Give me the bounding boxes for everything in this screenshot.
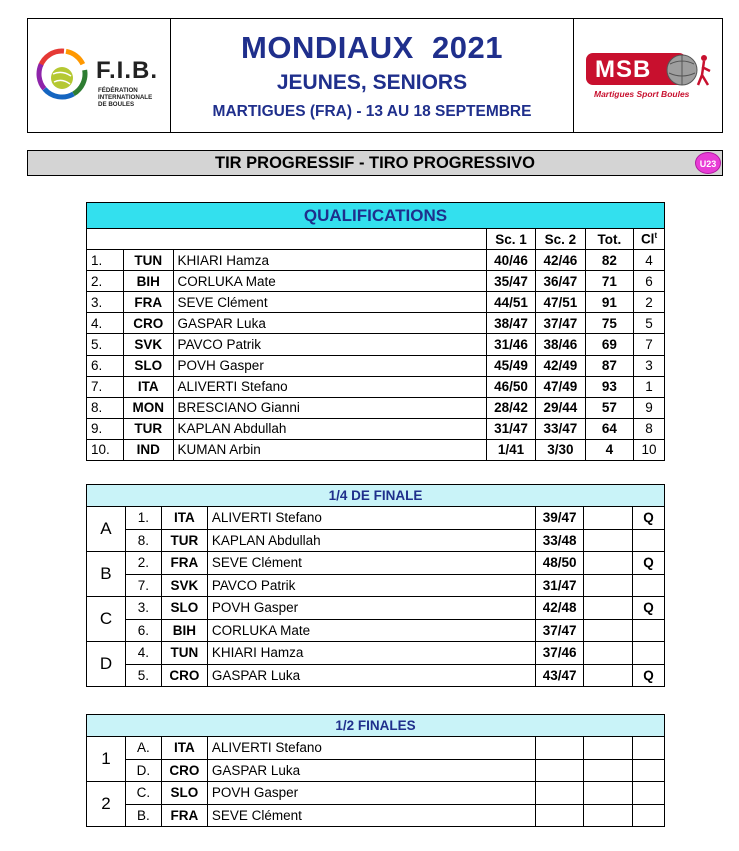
rank-cell: 8.: [87, 397, 124, 418]
total-cell: 64: [585, 418, 633, 439]
empty-cell: [584, 759, 633, 782]
player-name-cell: CORLUKA Mate: [207, 619, 535, 642]
classement-cell: 3: [634, 355, 665, 376]
classement-cell: 9: [634, 397, 665, 418]
qualified-cell: [632, 619, 664, 642]
player-name-cell: GASPAR Luka: [207, 664, 535, 687]
total-cell: 91: [585, 292, 633, 313]
score-cell: 43/47: [536, 664, 584, 687]
player-name-cell: POVH Gasper: [207, 597, 535, 620]
table-row: [87, 552, 665, 575]
qualified-cell: [632, 642, 664, 665]
qualified-cell: [633, 737, 665, 760]
score-2-cell: 36/47: [536, 271, 585, 292]
rank-cell: 2.: [87, 271, 124, 292]
seed-cell: 8.: [125, 529, 161, 552]
rank-cell: 10.: [87, 439, 124, 460]
score-cell: 37/46: [536, 642, 584, 665]
rank-cell: 5.: [87, 334, 124, 355]
table-row: [87, 250, 665, 271]
country-cell: TUN: [161, 642, 207, 665]
quarter-finals-table: [86, 484, 665, 687]
table-row: [87, 397, 665, 418]
match-label: C: [87, 597, 126, 642]
table-row: [87, 334, 665, 355]
column-header: Sc. 1: [486, 229, 535, 250]
country-cell: SVK: [161, 574, 207, 597]
table-row: [87, 313, 665, 334]
fib-emblem-icon: [36, 36, 88, 112]
quarter-finals-title: 1/4 DE FINALE: [87, 485, 665, 507]
score-1-cell: 35/47: [486, 271, 535, 292]
rank-cell: 6.: [87, 355, 124, 376]
country-cell: BIH: [124, 271, 173, 292]
player-name-cell: POVH Gasper: [207, 782, 535, 805]
qualified-cell: [633, 782, 665, 805]
classement-cell: 2: [634, 292, 665, 313]
score-2-cell: 47/49: [536, 376, 585, 397]
total-cell: 71: [585, 271, 633, 292]
seed-cell: A.: [125, 737, 161, 760]
page-subtitle: JEUNES, SENIORS: [276, 71, 468, 94]
msb-logo: [574, 19, 722, 132]
table-row: [87, 507, 665, 530]
player-name-cell: KAPLAN Abdullah: [207, 529, 535, 552]
empty-cell: [584, 664, 633, 687]
seed-cell: D.: [125, 759, 161, 782]
country-cell: TUN: [124, 250, 173, 271]
score-1-cell: 38/47: [486, 313, 535, 334]
country-cell: SLO: [161, 597, 207, 620]
table-row: [87, 804, 665, 827]
seed-cell: 5.: [125, 664, 161, 687]
country-cell: ITA: [161, 507, 207, 530]
table-header-row: [87, 229, 665, 250]
country-cell: TUR: [161, 529, 207, 552]
seed-cell: B.: [125, 804, 161, 827]
player-name-cell: KHIARI Hamza: [207, 642, 535, 665]
score-cell: 39/47: [536, 507, 584, 530]
total-cell: 69: [585, 334, 633, 355]
document-header: [27, 18, 723, 133]
player-name-cell: CORLUKA Mate: [173, 271, 486, 292]
table-row: [87, 376, 665, 397]
match-label: D: [87, 642, 126, 687]
player-name-cell: SEVE Clément: [207, 552, 535, 575]
score-2-cell: 33/47: [536, 418, 585, 439]
country-cell: ITA: [161, 737, 207, 760]
qualified-cell: [633, 759, 665, 782]
country-cell: CRO: [124, 313, 173, 334]
rank-cell: 4.: [87, 313, 124, 334]
score-cell: 33/48: [536, 529, 584, 552]
table-row: [87, 439, 665, 460]
table-row: [87, 642, 665, 665]
event-title-block: [171, 19, 574, 132]
score-1-cell: 44/51: [486, 292, 535, 313]
empty-cell: [584, 804, 633, 827]
player-name-cell: ALIVERTI Stefano: [173, 376, 486, 397]
classement-cell: 10: [634, 439, 665, 460]
rank-cell: 1.: [87, 250, 124, 271]
seed-cell: 3.: [125, 597, 161, 620]
score-1-cell: 28/42: [486, 397, 535, 418]
qualified-cell: [632, 529, 664, 552]
total-cell: 93: [585, 376, 633, 397]
score-cell: 31/47: [536, 574, 584, 597]
rank-cell: 9.: [87, 418, 124, 439]
score-cell: [536, 737, 584, 760]
total-cell: 75: [585, 313, 633, 334]
classement-cell: 5: [634, 313, 665, 334]
table-row: [87, 737, 665, 760]
score-2-cell: 3/30: [536, 439, 585, 460]
table-row: [87, 664, 665, 687]
msb-logo-subtext: Martigues Sport Boules: [594, 89, 690, 99]
match-label: A: [87, 507, 126, 552]
country-cell: SLO: [124, 355, 173, 376]
score-2-cell: 38/46: [536, 334, 585, 355]
empty-cell: [584, 529, 633, 552]
qualifications-title: QUALIFICATIONS: [87, 203, 665, 229]
player-name-cell: SEVE Clément: [207, 804, 535, 827]
country-cell: MON: [124, 397, 173, 418]
player-name-cell: PAVCO Patrik: [207, 574, 535, 597]
qualified-cell: [632, 574, 664, 597]
score-2-cell: 29/44: [536, 397, 585, 418]
country-cell: FRA: [161, 804, 207, 827]
seed-cell: 7.: [125, 574, 161, 597]
total-cell: 87: [585, 355, 633, 376]
score-1-cell: 31/46: [486, 334, 535, 355]
score-1-cell: 31/47: [486, 418, 535, 439]
page-title: MONDIAUX 2021: [241, 30, 503, 65]
rank-cell: 3.: [87, 292, 124, 313]
score-cell: 37/47: [536, 619, 584, 642]
semi-finals-title: 1/2 FINALES: [87, 715, 665, 737]
rank-cell: 7.: [87, 376, 124, 397]
country-cell: IND: [124, 439, 173, 460]
country-cell: FRA: [161, 552, 207, 575]
seed-cell: 4.: [125, 642, 161, 665]
score-cell: [536, 759, 584, 782]
column-header: Tot.: [585, 229, 633, 250]
empty-cell: [584, 782, 633, 805]
qualified-cell: [633, 804, 665, 827]
country-cell: ITA: [124, 376, 173, 397]
event-location: MARTIGUES (FRA) - 13 AU 18 SEPTEMBRE: [212, 103, 532, 120]
table-row: [87, 355, 665, 376]
player-name-cell: ALIVERTI Stefano: [207, 507, 535, 530]
table-row: [87, 782, 665, 805]
player-name-cell: KUMAN Arbin: [173, 439, 486, 460]
country-cell: CRO: [161, 664, 207, 687]
msb-logo-text: MSB: [595, 56, 652, 83]
country-cell: BIH: [161, 619, 207, 642]
player-name-cell: PAVCO Patrik: [173, 334, 486, 355]
seed-cell: 6.: [125, 619, 161, 642]
score-1-cell: 40/46: [486, 250, 535, 271]
match-label: B: [87, 552, 126, 597]
semi-finals-table: [86, 714, 665, 827]
empty-cell: [584, 597, 633, 620]
score-2-cell: 42/49: [536, 355, 585, 376]
score-2-cell: 47/51: [536, 292, 585, 313]
qualifications-table: [86, 202, 665, 461]
qualified-cell: Q: [632, 664, 664, 687]
total-cell: 4: [585, 439, 633, 460]
table-row: [87, 759, 665, 782]
empty-cell: [584, 619, 633, 642]
table-row: [87, 574, 665, 597]
score-cell: 42/48: [536, 597, 584, 620]
empty-cell: [584, 642, 633, 665]
country-cell: FRA: [124, 292, 173, 313]
score-2-cell: 42/46: [536, 250, 585, 271]
event-title: TIR PROGRESSIF - TIRO PROGRESSIVO: [27, 150, 723, 176]
classement-cell: 4: [634, 250, 665, 271]
country-cell: TUR: [124, 418, 173, 439]
table-row: [87, 597, 665, 620]
seed-cell: C.: [125, 782, 161, 805]
total-cell: 82: [585, 250, 633, 271]
player-name-cell: SEVE Clément: [173, 292, 486, 313]
player-name-cell: BRESCIANO Gianni: [173, 397, 486, 418]
table-row: [87, 271, 665, 292]
classement-cell: 8: [634, 418, 665, 439]
qualified-cell: Q: [632, 507, 664, 530]
classement-cell: 7: [634, 334, 665, 355]
player-name-cell: ALIVERTI Stefano: [207, 737, 535, 760]
player-name-cell: KAPLAN Abdullah: [173, 418, 486, 439]
fib-logo-text: F.I.B.: [96, 57, 159, 84]
score-2-cell: 37/47: [536, 313, 585, 334]
match-label: 1: [87, 737, 126, 782]
classement-cell: 1: [634, 376, 665, 397]
player-name-cell: GASPAR Luka: [207, 759, 535, 782]
score-1-cell: 46/50: [486, 376, 535, 397]
player-name-cell: GASPAR Luka: [173, 313, 486, 334]
player-name-cell: POVH Gasper: [173, 355, 486, 376]
table-row: [87, 619, 665, 642]
score-cell: 48/50: [536, 552, 584, 575]
table-row: [87, 292, 665, 313]
country-cell: SLO: [161, 782, 207, 805]
qualified-cell: Q: [632, 597, 664, 620]
empty-cell: [584, 574, 633, 597]
country-cell: CRO: [161, 759, 207, 782]
seed-cell: 2.: [125, 552, 161, 575]
qualified-cell: Q: [632, 552, 664, 575]
column-header: Sc. 2: [536, 229, 585, 250]
classement-cell: 6: [634, 271, 665, 292]
column-header: Cl$^t$: [634, 229, 665, 250]
match-label: 2: [87, 782, 126, 827]
player-name-cell: KHIARI Hamza: [173, 250, 486, 271]
u23-badge-right: U23: [695, 152, 721, 174]
score-cell: [536, 804, 584, 827]
total-cell: 57: [585, 397, 633, 418]
fib-logo-subtext: FÉDÉRATION INTERNATIONALE DE BOULES: [98, 87, 153, 109]
country-cell: SVK: [124, 334, 173, 355]
empty-cell: [584, 507, 633, 530]
seed-cell: 1.: [125, 507, 161, 530]
table-row: [87, 529, 665, 552]
empty-cell: [584, 552, 633, 575]
table-row: [87, 418, 665, 439]
fib-logo: [28, 19, 171, 132]
score-1-cell: 45/49: [486, 355, 535, 376]
score-cell: [536, 782, 584, 805]
empty-cell: [584, 737, 633, 760]
score-1-cell: 1/41: [486, 439, 535, 460]
